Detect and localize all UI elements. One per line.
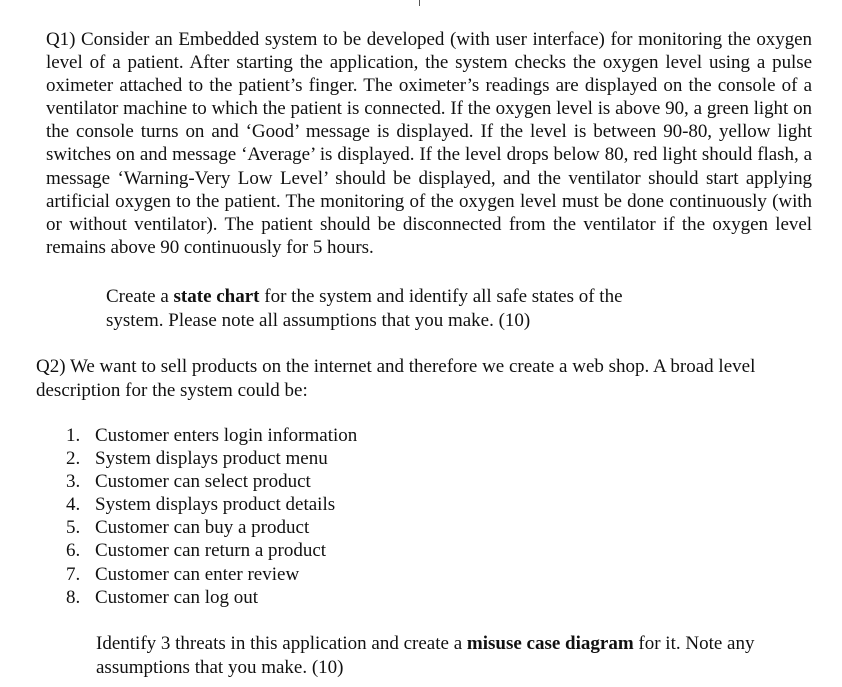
list-item-number: 6. bbox=[66, 540, 81, 562]
list-item bbox=[66, 516, 357, 539]
list-item-text: Customer enters login information bbox=[95, 425, 358, 446]
question-2-intro: Q2) We want to sell products on the internet and therefore we create a web shop. A broad level description for the system could be: bbox=[36, 356, 756, 401]
web-shop-steps-list bbox=[66, 424, 357, 609]
list-item bbox=[66, 447, 357, 470]
list-item-number: 4. bbox=[66, 494, 81, 516]
question-2-task-lead: Identify 3 threats in this application and create a bbox=[96, 633, 467, 654]
question-2-task-rest: for it. Note any assumptions that you make. (10) bbox=[96, 633, 755, 678]
list-item-number: 3. bbox=[66, 471, 81, 493]
list-item-number: 1. bbox=[66, 425, 81, 446]
list-item bbox=[66, 424, 357, 447]
list-item-number: 7. bbox=[66, 563, 81, 585]
list-item-number: 8. bbox=[66, 586, 81, 608]
list-item bbox=[66, 563, 357, 586]
question-1-task-keyword: state chart bbox=[173, 286, 260, 307]
list-item-text: System displays product details bbox=[95, 494, 336, 516]
list-item-text: Customer can select product bbox=[95, 471, 311, 493]
list-item-number: 2. bbox=[66, 448, 81, 470]
list-item-number: 5. bbox=[66, 517, 81, 539]
list-item bbox=[66, 470, 357, 493]
list-item-text: Customer can buy a product bbox=[95, 517, 310, 539]
list-item bbox=[66, 493, 357, 516]
question-2-task bbox=[96, 632, 776, 679]
list-item bbox=[66, 539, 357, 562]
list-item-text: System displays product menu bbox=[95, 448, 328, 470]
question-1-task-rest: for the system and identify all safe states of the system. Please note all assumptions that you make. (10) bbox=[106, 286, 623, 331]
list-item-text: Customer can log out bbox=[95, 586, 259, 608]
question-2-task-keyword: misuse case diagram bbox=[466, 633, 634, 654]
question-1-task bbox=[106, 285, 666, 332]
question-1-task-lead: Create a bbox=[106, 286, 174, 307]
page-edge-mark bbox=[419, 0, 420, 6]
list-item bbox=[66, 586, 357, 609]
question-1-text: Q1) Consider an Embedded system to be developed (with user interface) for monitoring the oxygen level of a patient. After starting the application, the system checks the oxygen level using a pulse oximeter attached to the patient’s finger. The oximeter’s readings are displayed on the console of a ventilator machine to which the patient is connected. If the oxygen level is above 90, a green light on the console turns on and ‘Good’ message is displayed. If the level is between 90-80, yellow light switches on and message ‘Average’ is displayed. If the level drops below 80, red light should flash, a message ‘Warning-Very Low Level’ should be displayed, and the ventilator should start applying artificial oxygen to the patient. The monitoring of the oxygen level must be done continuously (with or without ventilator). The patient should be disconnected from the ventilator if the oxygen level remains above 90 continuously for 5 hours. bbox=[46, 29, 812, 258]
list-item-text: Customer can return a product bbox=[95, 540, 327, 562]
list-item-text: Customer can enter review bbox=[95, 563, 300, 585]
